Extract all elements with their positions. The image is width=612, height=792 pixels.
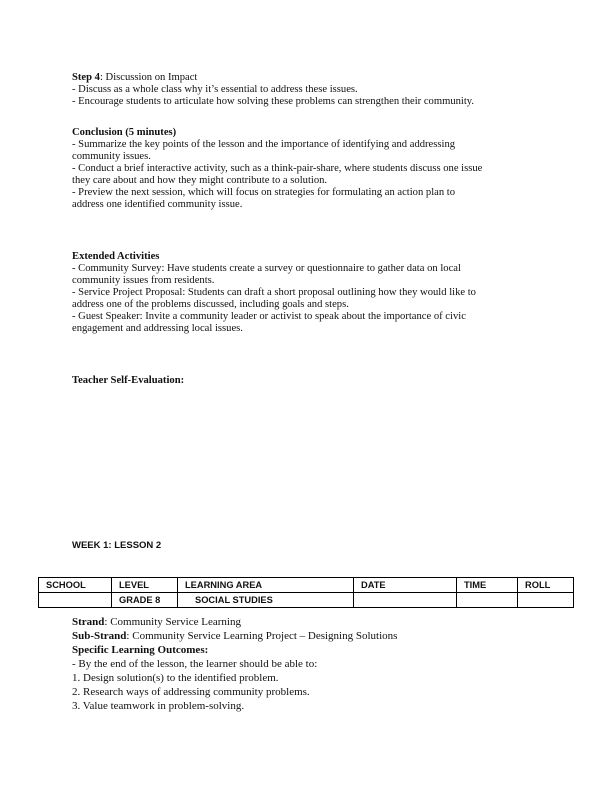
text-line: - Guest Speaker: Invite a community leader or activist to speak about the importance of civic	[72, 311, 466, 322]
table-header-row	[39, 578, 574, 593]
lesson-info-table	[38, 577, 574, 608]
step4-title: : Discussion on Impact	[99, 72, 198, 83]
header-cell: LEVEL	[112, 578, 178, 593]
header-cell: DATE	[354, 578, 457, 593]
outcomes-heading: Specific Learning Outcomes:	[72, 644, 209, 656]
substrand-label: Sub-Strand	[72, 630, 127, 642]
cell	[39, 593, 112, 608]
self-evaluation-heading: Teacher Self-Evaluation:	[72, 375, 185, 386]
text-line: engagement and addressing local issues.	[72, 323, 243, 334]
substrand-line	[72, 629, 397, 643]
substrand-value: : Community Service Learning Project – Designing Solutions	[126, 630, 398, 642]
strand-label: Strand	[72, 616, 105, 628]
text-line: - Summarize the key points of the lesson and the importance of identifying and addressing	[72, 139, 456, 150]
text-line: address one identified community issue.	[72, 199, 243, 210]
text-line: address one of the problems discussed, including goals and steps.	[72, 299, 349, 310]
text-line: - Service Project Proposal: Students can draft a short proposal outlining how they would like to	[72, 287, 476, 298]
week-heading: WEEK 1: LESSON 2	[72, 540, 162, 551]
outcome-item: 3. Value teamwork in problem-solving.	[72, 700, 245, 712]
step4-label: Step 4	[72, 72, 100, 83]
header-cell: LEARNING AREA	[178, 578, 354, 593]
cell	[518, 593, 574, 608]
text-line: - Community Survey: Have students create a survey or questionnaire to gather data on local	[72, 263, 461, 274]
text-line: community issues.	[72, 151, 151, 162]
header-cell: ROLL	[518, 578, 574, 593]
header-cell: SCHOOL	[39, 578, 112, 593]
strand-line	[72, 615, 397, 629]
cell: SOCIAL STUDIES	[178, 593, 354, 608]
cell	[457, 593, 518, 608]
text-line: community issues from residents.	[72, 275, 215, 286]
step4-section	[72, 72, 474, 108]
outcome-item: - By the end of the lesson, the learner should be able to:	[72, 658, 318, 670]
outcome-item: 1. Design solution(s) to the identified problem.	[72, 672, 279, 684]
lesson-details	[72, 615, 397, 713]
outcome-item: 2. Research ways of addressing community problems.	[72, 686, 310, 698]
text-line: - Conduct a brief interactive activity, such as a think-pair-share, where students discuss one issue	[72, 163, 483, 174]
text-line: - Encourage students to articulate how solving these problems can strengthen their community.	[72, 96, 475, 107]
conclusion-heading: Conclusion (5 minutes)	[72, 127, 177, 138]
extended-heading: Extended Activities	[72, 251, 160, 262]
table-row	[39, 593, 574, 608]
cell	[354, 593, 457, 608]
text-line: they care about and how they might contribute to a solution.	[72, 175, 328, 186]
strand-value: : Community Service Learning	[104, 616, 241, 628]
step4-heading	[72, 72, 474, 84]
extended-activities-section	[72, 251, 476, 335]
cell: GRADE 8	[112, 593, 178, 608]
header-cell: TIME	[457, 578, 518, 593]
text-line: - Preview the next session, which will focus on strategies for formulating an action plan to	[72, 187, 456, 198]
text-line: - Discuss as a whole class why it’s essential to address these issues.	[72, 84, 358, 95]
conclusion-section	[72, 127, 482, 211]
